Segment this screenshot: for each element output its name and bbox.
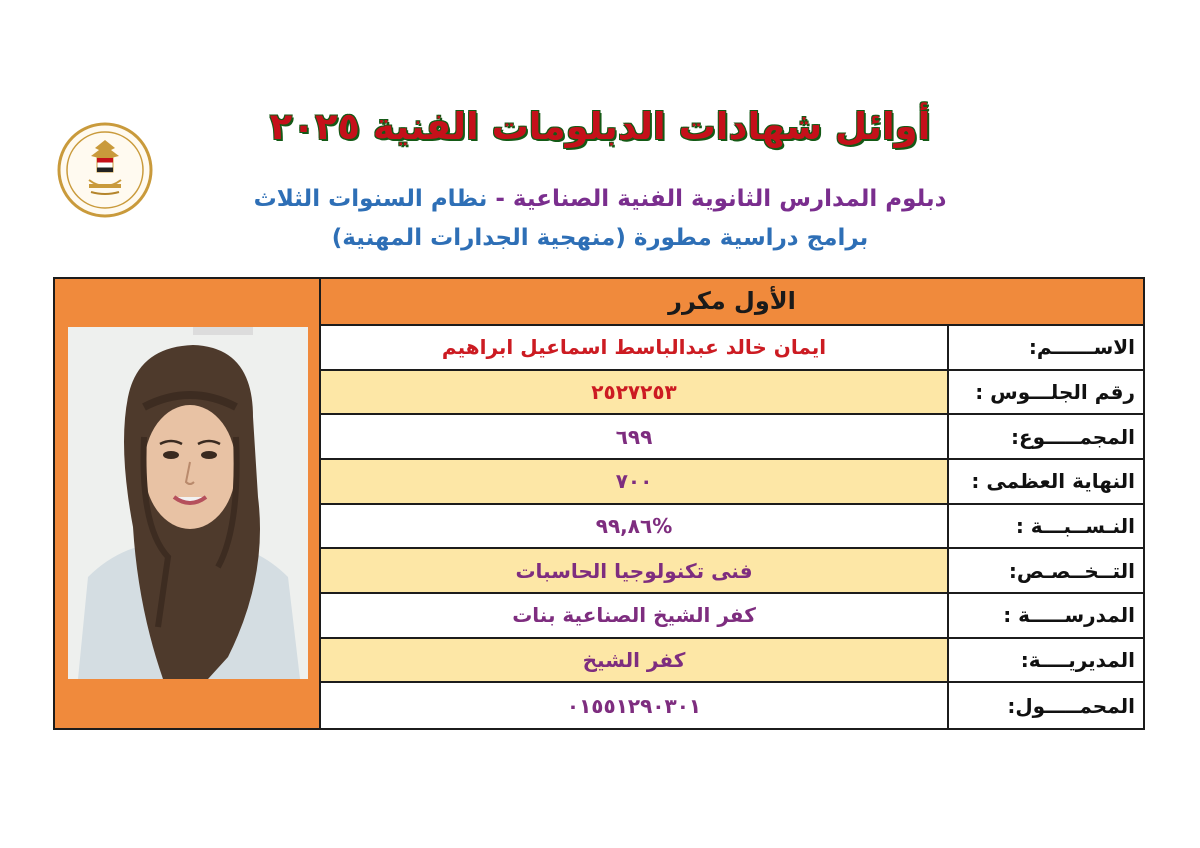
- specialization-value: فنى تكنولوجيا الحاسبات: [321, 549, 949, 592]
- info-panel: [321, 279, 1143, 728]
- max-score-value: ٧٠٠: [321, 460, 949, 503]
- percentage-value: %٩٩,٨٦: [321, 505, 949, 548]
- directorate-value: كفر الشيخ: [321, 639, 949, 682]
- subtitle-line-2: برامج دراسية مطورة (منهجية الجدارات المهنية): [331, 225, 869, 251]
- seat-number-label: رقم الجلـــوس :: [949, 371, 1143, 414]
- row-seat-number: [321, 371, 1143, 416]
- row-directorate: [321, 639, 1143, 684]
- school-label: المدرســـــة :: [949, 594, 1143, 637]
- mobile-label: المحمـــــول:: [949, 683, 1143, 728]
- name-label: الاســــــم:: [949, 326, 1143, 369]
- directorate-label: المديريــــة:: [949, 639, 1143, 682]
- student-photo: [68, 327, 308, 679]
- ministry-logo-icon: [55, 122, 155, 218]
- subtitle-part-1: دبلوم المدارس الثانوية الفنية الصناعية -: [495, 186, 947, 212]
- page-title: أوائل شهادات الدبلومات الفنية ٢٠٢٥: [269, 105, 931, 148]
- row-max-score: [321, 460, 1143, 505]
- row-mobile: [321, 683, 1143, 728]
- row-specialization: [321, 549, 1143, 594]
- subtitle-line-1: [200, 186, 1000, 212]
- seat-number-value: ٢٥٢٧٢٥٣: [321, 371, 949, 414]
- student-card: [53, 277, 1145, 730]
- subtitle-part-2: نظام السنوات الثلاث: [253, 186, 496, 212]
- row-percentage: [321, 505, 1143, 550]
- row-name: [321, 326, 1143, 371]
- max-score-label: النهاية العظمى :: [949, 460, 1143, 503]
- total-value: ٦٩٩: [321, 415, 949, 458]
- row-total: [321, 415, 1143, 460]
- rank-header: الأول مكرر: [321, 279, 1143, 326]
- row-school: [321, 594, 1143, 639]
- mobile-value: ٠١٥٥١٢٩٠٣٠١: [321, 683, 949, 728]
- name-value: ايمان خالد عبدالباسط اسماعيل ابراهيم: [321, 326, 949, 369]
- school-value: كفر الشيخ الصناعية بنات: [321, 594, 949, 637]
- photo-panel: [55, 279, 321, 728]
- specialization-label: التــخــصـص:: [949, 549, 1143, 592]
- total-label: المجمـــــوع:: [949, 415, 1143, 458]
- percentage-label: النـســبـــة :: [949, 505, 1143, 548]
